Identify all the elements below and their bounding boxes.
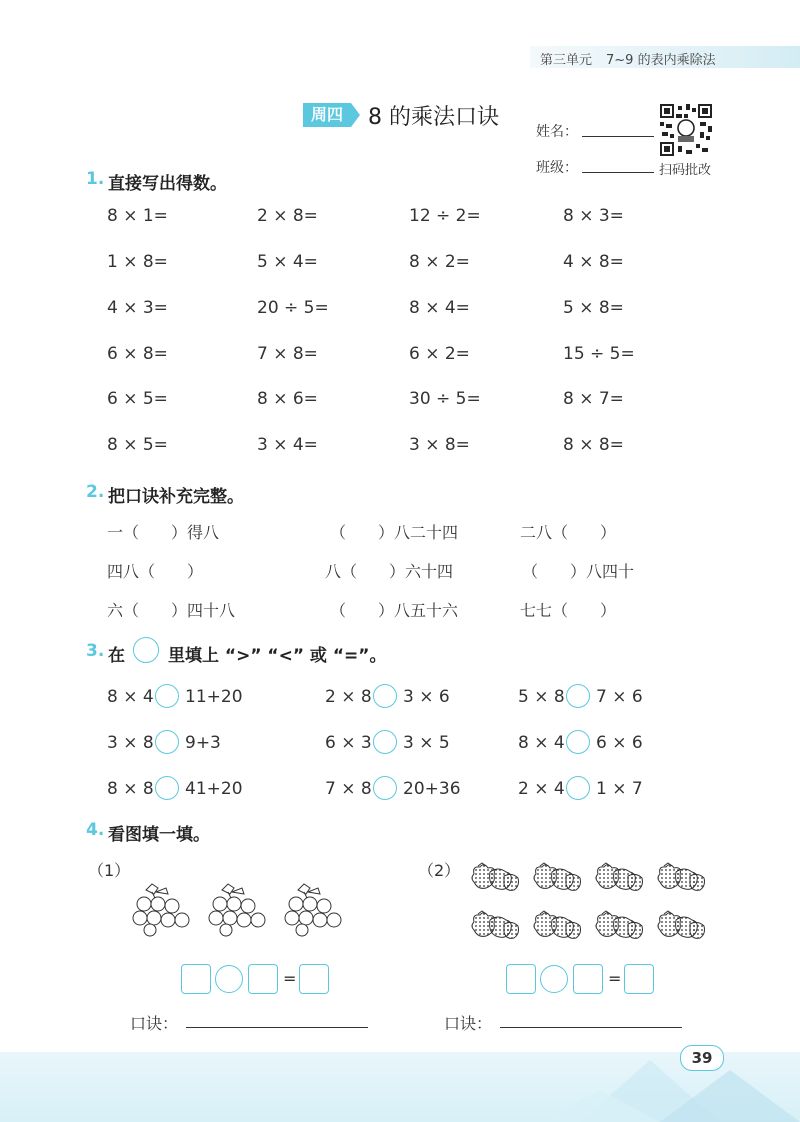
section-2-title: 把口诀补充完整。 [108, 487, 244, 507]
rhyme-answer-line[interactable] [500, 1027, 682, 1028]
footer-decoration [540, 1040, 800, 1122]
rhyme-answer-line[interactable] [186, 1027, 368, 1028]
rhyme-item[interactable]: 二八（ ） [520, 523, 617, 542]
class-label: 班级： [536, 160, 578, 176]
compare-circle[interactable] [373, 684, 397, 708]
topic-label: 7~9 的表内乘除法 [606, 53, 716, 68]
problem: 7 × 8= [257, 344, 318, 364]
compare-left: 3 × 8 [107, 733, 154, 753]
page-title: 8 的乘法口诀 [368, 105, 499, 130]
compare-left: 7 × 8 [325, 779, 372, 799]
section-3-number: 3. [86, 641, 105, 661]
equals-sign: = [283, 969, 297, 988]
compare-right: 11+20 [185, 687, 243, 707]
equals-sign: = [608, 969, 622, 988]
page-number: 39 [680, 1045, 724, 1071]
day-badge-arrow-icon [351, 103, 360, 127]
operator-circle[interactable] [215, 965, 243, 993]
answer-box[interactable] [506, 964, 536, 994]
problem: 6 × 2= [409, 344, 470, 364]
compare-circle[interactable] [373, 730, 397, 754]
compare-right: 6 × 6 [596, 733, 643, 753]
compare-right: 20+36 [403, 779, 461, 799]
problem: 4 × 3= [107, 298, 168, 318]
answer-box[interactable] [624, 964, 654, 994]
compare-left: 8 × 8 [107, 779, 154, 799]
section-1-title: 直接写出得数。 [108, 174, 227, 194]
problem: 15 ÷ 5= [563, 344, 635, 364]
problem: 3 × 8= [409, 435, 470, 455]
compare-circle[interactable] [566, 730, 590, 754]
part-1-label: （1） [88, 861, 131, 880]
class-field[interactable] [582, 172, 654, 173]
compare-circle[interactable] [155, 776, 179, 800]
compare-left: 6 × 3 [325, 733, 372, 753]
compare-circle[interactable] [566, 684, 590, 708]
unit-header [540, 49, 716, 68]
problem: 20 ÷ 5= [257, 298, 329, 318]
compare-circle[interactable] [373, 776, 397, 800]
problem: 6 × 8= [107, 344, 168, 364]
circle-icon [133, 637, 159, 663]
rhyme-item[interactable]: 七七（ ） [520, 601, 617, 620]
problem: 8 × 1= [107, 206, 168, 226]
problem: 8 × 5= [107, 435, 168, 455]
compare-left: 2 × 8 [325, 687, 372, 707]
problem: 8 × 4= [409, 298, 470, 318]
rhyme-item[interactable]: （ ）八四十 [522, 562, 635, 581]
compare-right: 9+3 [185, 733, 221, 753]
problem: 8 × 3= [563, 206, 624, 226]
rhyme-item[interactable]: （ ）八二十四 [330, 523, 459, 542]
answer-box[interactable] [573, 964, 603, 994]
section-2-number: 2. [86, 482, 105, 502]
compare-right: 3 × 6 [403, 687, 450, 707]
compare-right: 3 × 5 [403, 733, 450, 753]
grape-bunches-image [130, 880, 350, 940]
problem: 4 × 8= [563, 252, 624, 272]
name-field[interactable] [582, 136, 654, 137]
day-badge: 周四 [303, 103, 351, 127]
section-4-title: 看图填一填。 [108, 825, 210, 845]
problem: 2 × 8= [257, 206, 318, 226]
compare-circle[interactable] [155, 730, 179, 754]
qr-code-icon[interactable] [660, 104, 712, 156]
compare-left: 5 × 8 [518, 687, 565, 707]
name-label: 姓名： [536, 124, 578, 140]
section-4-number: 4. [86, 820, 105, 840]
strawberry-groups-image [468, 860, 718, 952]
rhyme-item[interactable]: 一（ ）得八 [107, 523, 220, 542]
problem: 30 ÷ 5= [409, 389, 481, 409]
section-3-title-pre: 在 [108, 646, 125, 666]
problem: 12 ÷ 2= [409, 206, 481, 226]
compare-left: 2 × 4 [518, 779, 565, 799]
problem: 8 × 2= [409, 252, 470, 272]
qr-caption: 扫码批改 [659, 163, 712, 178]
compare-right: 1 × 7 [596, 779, 643, 799]
rhyme-item[interactable]: （ ）八五十六 [330, 601, 459, 620]
problem: 8 × 8= [563, 435, 624, 455]
problem: 8 × 7= [563, 389, 624, 409]
compare-left: 8 × 4 [518, 733, 565, 753]
rhyme-item[interactable]: 六（ ）四十八 [107, 601, 236, 620]
problem: 1 × 8= [107, 252, 168, 272]
compare-circle[interactable] [566, 776, 590, 800]
rhyme-label: 口诀： [130, 1014, 179, 1033]
answer-box[interactable] [299, 964, 329, 994]
compare-left: 8 × 4 [107, 687, 154, 707]
problem: 5 × 4= [257, 252, 318, 272]
problem: 8 × 6= [257, 389, 318, 409]
compare-right: 7 × 6 [596, 687, 643, 707]
problem: 6 × 5= [107, 389, 168, 409]
unit-label: 第三单元 [540, 53, 593, 68]
rhyme-label: 口诀： [444, 1014, 493, 1033]
operator-circle[interactable] [540, 965, 568, 993]
part-2-label: （2） [418, 861, 461, 880]
answer-box[interactable] [181, 964, 211, 994]
problem: 5 × 8= [563, 298, 624, 318]
rhyme-item[interactable]: 八（ ）六十四 [325, 562, 454, 581]
section-3-title-post: 里填上 “>” “<” 或 “=”。 [168, 646, 387, 666]
problem: 3 × 4= [257, 435, 318, 455]
section-1-number: 1. [86, 169, 105, 189]
answer-box[interactable] [248, 964, 278, 994]
compare-right: 41+20 [185, 779, 243, 799]
compare-circle[interactable] [155, 684, 179, 708]
rhyme-item[interactable]: 四八（ ） [107, 562, 204, 581]
